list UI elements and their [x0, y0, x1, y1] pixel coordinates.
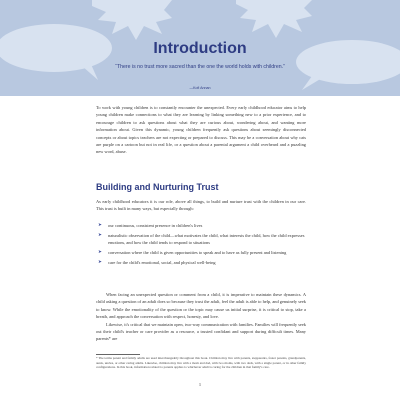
arrow-bullet-icon: ➤: [98, 260, 102, 266]
arrow-bullet-icon: ➤: [98, 250, 102, 256]
list-item-text: care for the child's emotional, social, and physical well-being: [108, 260, 216, 266]
body-paragraphs: [96, 291, 306, 343]
trust-bullet-list: [96, 222, 306, 269]
epigraph-attribution: —Kofi Annan: [189, 86, 211, 90]
list-item: [96, 259, 306, 266]
list-item: [96, 249, 306, 256]
burst-bubble-left: [92, 0, 172, 40]
body-paragraph: When facing an unexpected question or comment from a child, it is imperative to maintain these dynamics. A child asking a question of an adult does so because they trust the adult, feel the adult is able to help, and genuinely seek to know. While the emotionality of the question or the topic may cause us initial surprise, it is critical to stop, take a breath, and approach the conversation with respect, honesty, and love.: [96, 292, 306, 320]
body-paragraph: Likewise, it's critical that we maintain open, two-way communication with families. Families will frequently seek out their child's teacher or care provider as a resource, a trusted confidant and support during difficult times. Many parents* are: [96, 321, 306, 342]
page-title: Introduction: [153, 40, 247, 57]
header-banner: [0, 0, 400, 96]
list-item-text: conversation where the child is given opportunities to speak and to have as fully present and listening: [108, 250, 287, 256]
list-item: [96, 232, 306, 247]
section-paragraph: As early childhood educators it is our role, above all things, to build and nurture trust with the children in our care. This trust is built in many ways, but especially through:: [96, 199, 306, 212]
list-item-text: naturalistic observation of the child—what motivates the child, what interests the child, how the child expresses emotions, and how the child tends to respond to situations: [108, 233, 305, 246]
intro-paragraph: To work with young children is to constantly encounter the unexpected. Every early childhood educator aims to help young children make connections to what they are learning by linking something new to a prior experience, and to encourage children to ask questions about what they are curious about, wondering about, and wanting more information about. Given this dynamic, young children frequently ask questions about seemingly disconnected concepts or about topics teachers are not expecting or prepared to discuss. This may be a conversation about why cats are purple on a cartoon but not in real life, or a question about a parental argument a child overheard and a puzzling new word, abuse.: [96, 105, 306, 155]
arrow-bullet-icon: ➤: [98, 223, 102, 228]
footnote-divider: [96, 354, 140, 355]
section-heading: Building and Nurturing Trust: [96, 182, 219, 192]
epigraph-quote: “There is no trust more sacred than the one the world holds with children.”: [115, 64, 285, 70]
page-number: 1: [198, 382, 202, 387]
list-item: [96, 222, 306, 229]
arrow-bullet-icon: ➤: [98, 233, 102, 238]
list-item-text: our continuous, consistent presence in children's lives: [108, 223, 203, 228]
burst-bubble-right: [236, 0, 312, 38]
footnote: * The terms parent and family adults are used interchangeably throughout this book. Children may live with parents, stepparents, foster parents, grandparents, aunts, uncles, or other caring adults. Likewise, children may live with a mom and dad, with two moms, with two dads, with a single parent, or in other family configurations. In this book, information related to parents applies to whichever adult is caring for the children in that family's care.: [96, 356, 306, 370]
